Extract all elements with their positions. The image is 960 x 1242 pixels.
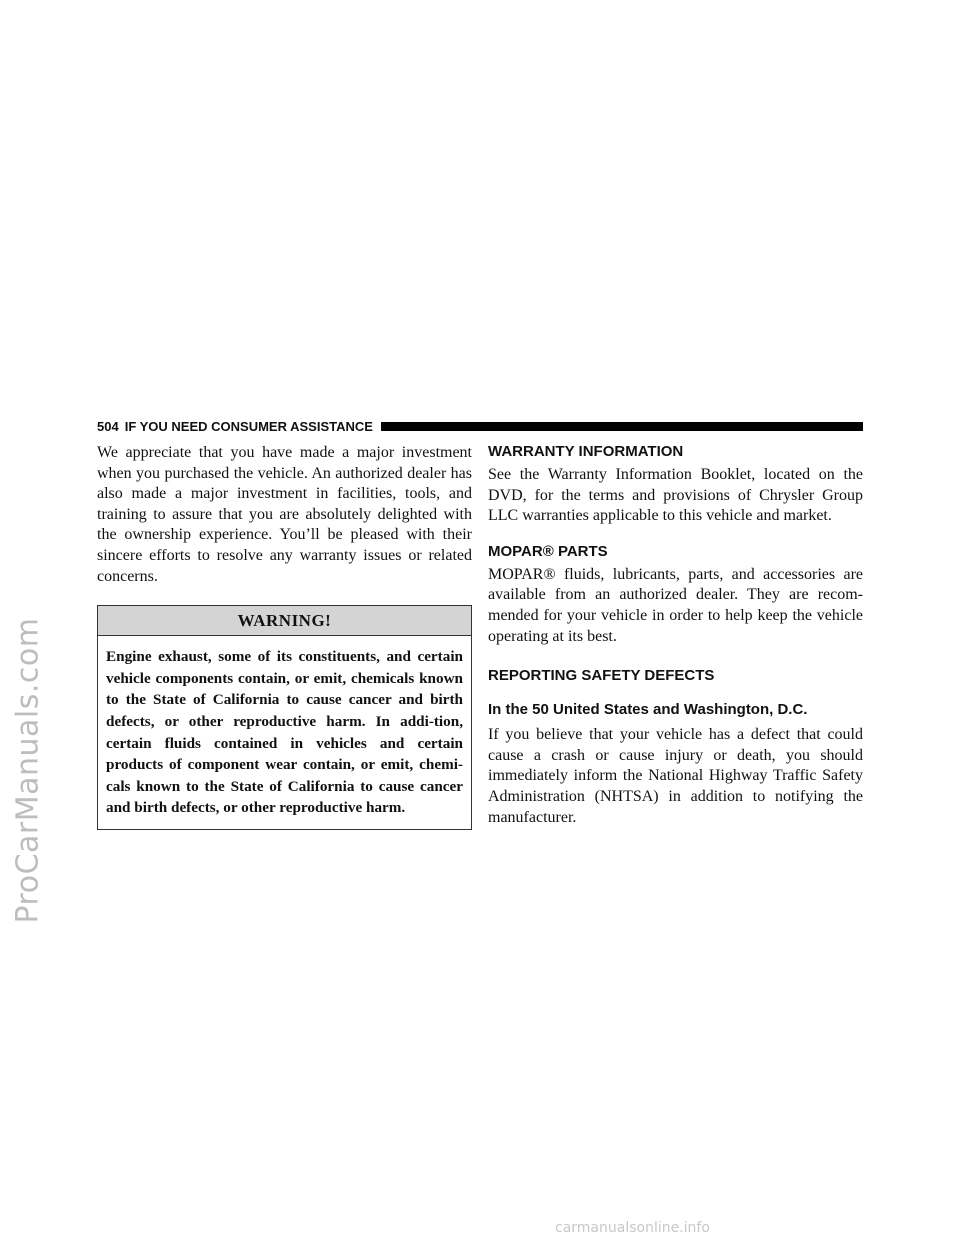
- right-column: [488, 443, 863, 828]
- footer-watermark: carmanualsonline.info: [555, 1220, 710, 1236]
- warning-box: [97, 605, 472, 830]
- mopar-paragraph: MOPAR® fluids, lubricants, parts, and accessories are available from an authorized dealer. They are recom-mended for your vehicle in order to help keep the vehicle operating at its best.: [488, 565, 863, 645]
- side-watermark: [4, 520, 52, 1020]
- section-title: IF YOU NEED CONSUMER ASSISTANCE: [124, 418, 373, 434]
- intro-paragraph: We appreciate that you have made a major investment when you purchased the vehicle. An authorized dealer has also made a major investment in facilities, tools, and training to assure that you are absolutely delighted with the ownership experience. You’ll be pleased with their sincere efforts to resolve any warranty issues or related concerns.: [97, 444, 472, 585]
- us-subheading: In the 50 United States and Washington, D.C.: [488, 701, 808, 719]
- page-number: 504: [97, 418, 119, 434]
- warranty-heading: WARRANTY INFORMATION: [488, 443, 684, 460]
- left-column: [97, 443, 472, 830]
- us-paragraph: If you believe that your vehicle has a defect that could cause a crash or cause injury or death, you should immediately inform the National Highway Traffic Safety Administration (NHTSA) in addition to notifying the manufacturer.: [488, 726, 863, 826]
- page-header: [97, 417, 863, 435]
- mopar-heading: MOPAR® PARTS: [488, 542, 608, 560]
- warranty-paragraph: See the Warranty Information Booklet, located on the DVD, for the terms and provisions of Chrysler Group LLC warranties applicable to this vehicle and market.: [488, 466, 863, 525]
- warning-title: WARNING!: [98, 606, 471, 636]
- header-rule: [381, 422, 863, 431]
- warning-text: Engine exhaust, some of its constituents, and certain vehicle components contain, or emit, chemicals known to the State of California to cause cancer and birth defects, or other reproductive harm. In addi-tion, certain fluids contained in vehicles and certain products of component wear contain, or emit, chemi-cals known to the State of California to cause cancer and birth defects, or other reproductive harm.: [106, 648, 463, 817]
- defects-heading: REPORTING SAFETY DEFECTS: [488, 667, 715, 685]
- side-watermark-text: ProCarManuals.com: [10, 616, 46, 924]
